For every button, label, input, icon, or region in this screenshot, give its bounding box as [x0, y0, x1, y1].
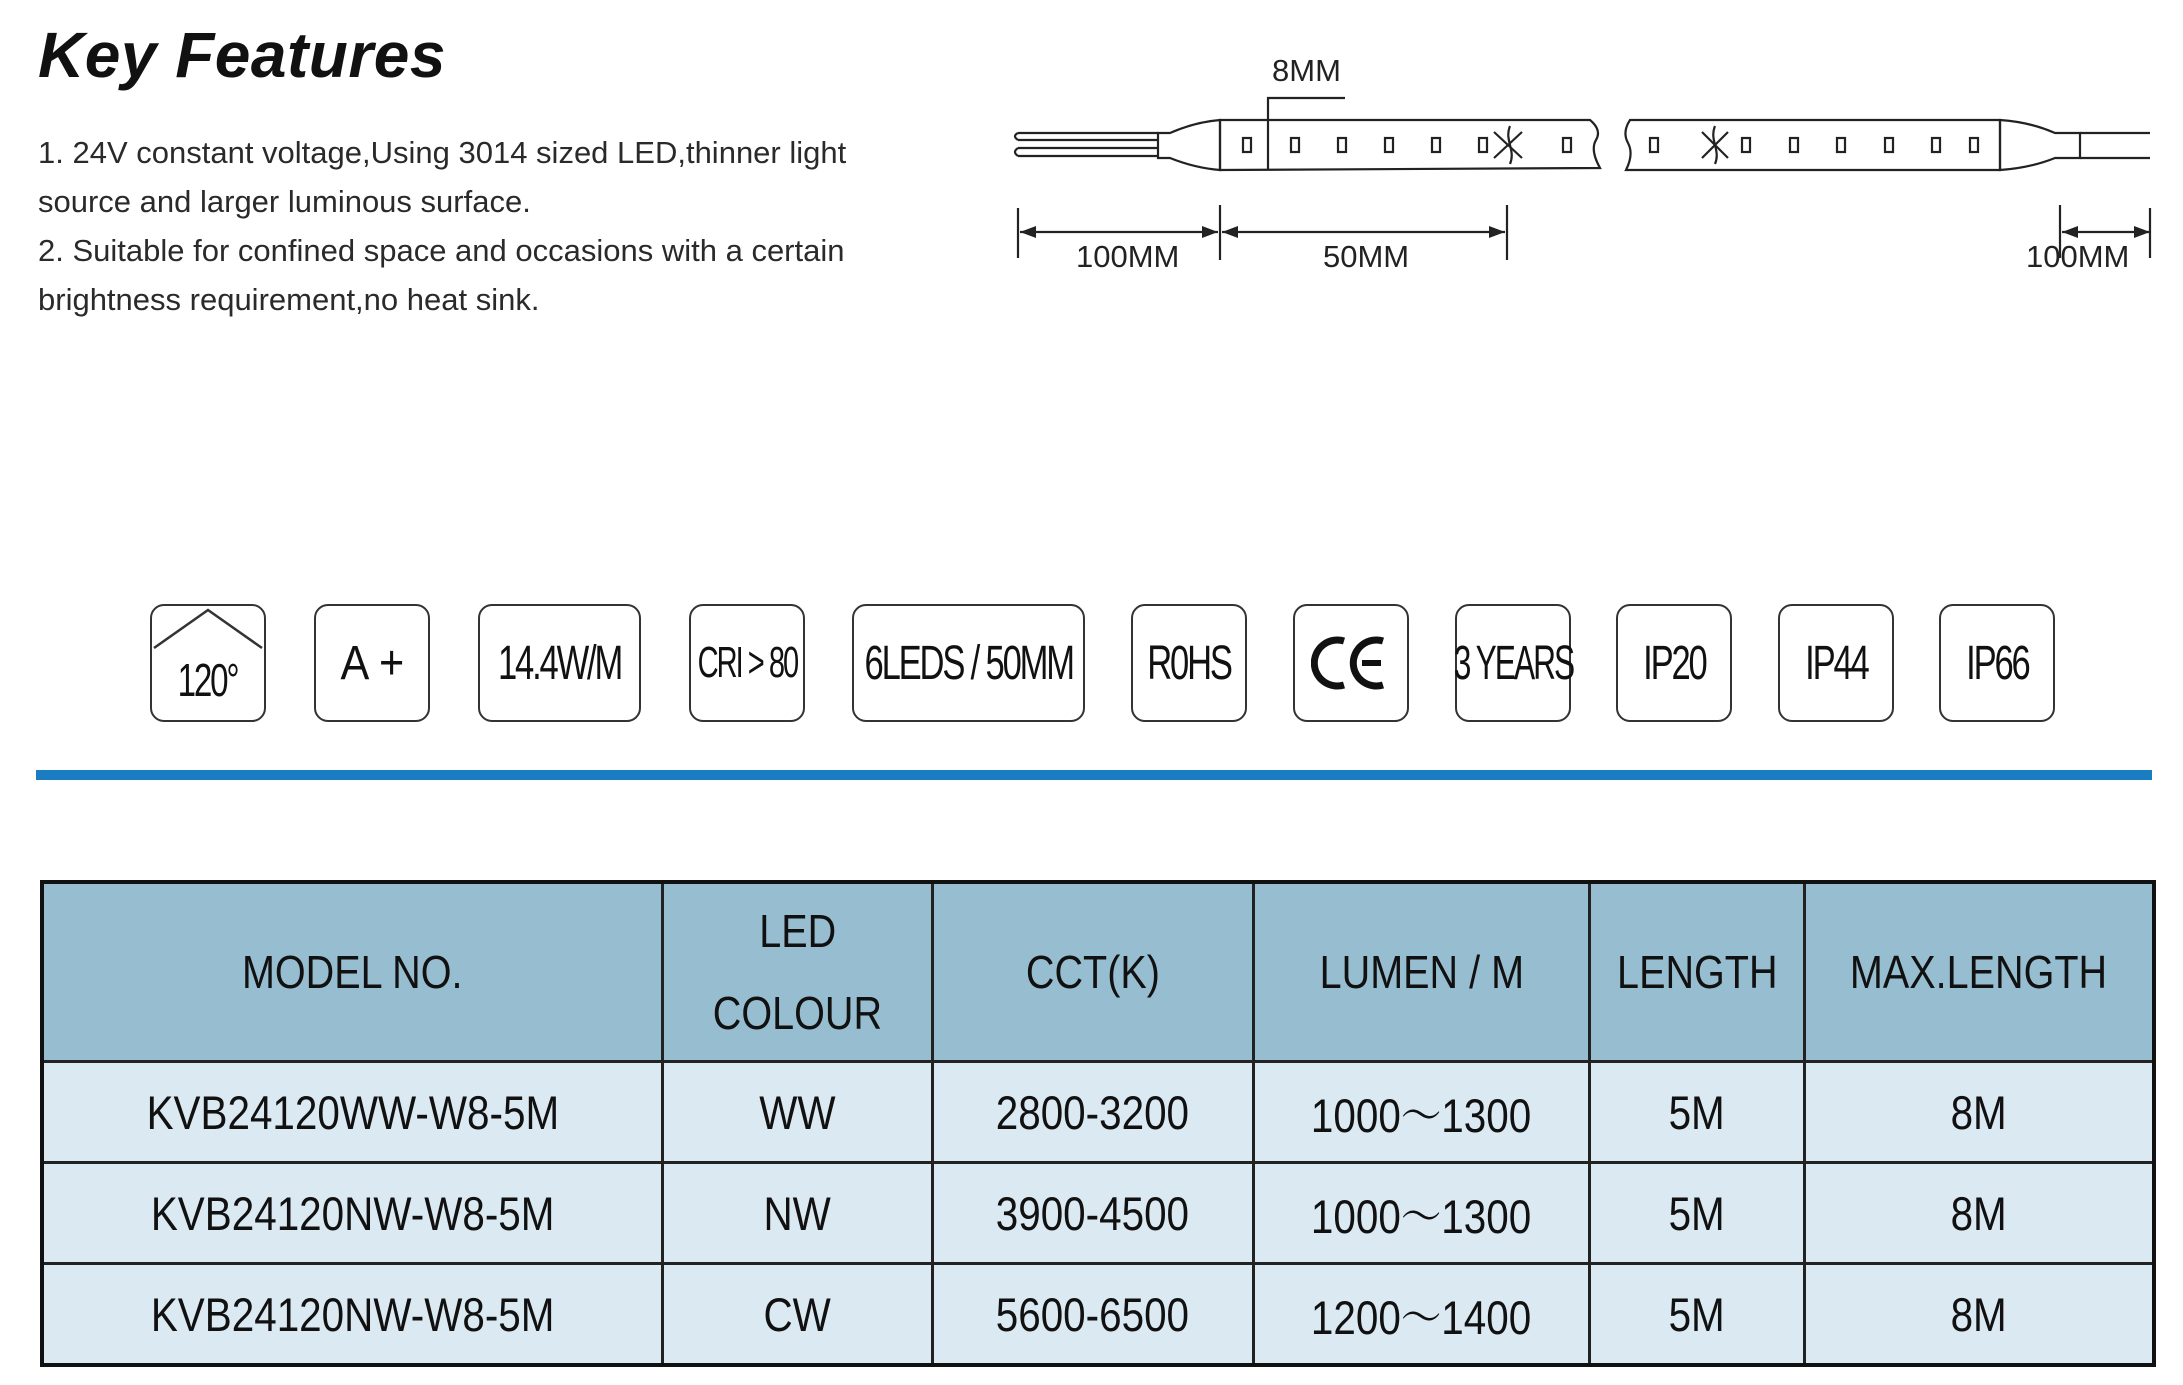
cct-cell: 5600-6500 — [932, 1264, 1253, 1366]
width-marker — [1268, 98, 1345, 120]
table-row — [42, 1062, 2154, 1163]
lumen-cell: 1000～1300 — [1253, 1062, 1589, 1163]
page-title: Key Features — [38, 19, 446, 91]
column-header: LUMEN / M — [1253, 882, 1589, 1062]
ce-mark-badge — [1293, 604, 1409, 722]
column-header: MAX.LENGTH — [1804, 882, 2154, 1062]
colour-cell: NW — [663, 1163, 932, 1264]
column-header: LENGTH — [1590, 882, 1805, 1062]
strip-drawing — [1010, 40, 2160, 300]
colour-cell: WW — [663, 1062, 932, 1163]
feature-line: source and larger luminous surface. — [38, 184, 531, 219]
table-row — [42, 1264, 2154, 1366]
ip44-badge: IP44 — [1778, 604, 1894, 722]
feature-line: 1. 24V constant voltage,Using 3014 sized LED,thinner light — [38, 135, 847, 170]
rohs-badge: R0HS — [1131, 604, 1247, 722]
spec-badges-row — [0, 604, 2183, 726]
right-connector — [2000, 120, 2080, 170]
table-row — [42, 1163, 2154, 1264]
beam-angle-badge: 120° — [150, 604, 266, 722]
length-cell: 5M — [1590, 1062, 1805, 1163]
length-cell: 5M — [1590, 1163, 1805, 1264]
lead-left-label: 100MM — [1076, 239, 1180, 274]
table-header-row — [42, 882, 2154, 1062]
lumen-cell: 1200～1400 — [1253, 1264, 1589, 1366]
left-connector — [1158, 120, 1220, 170]
lead-right-label: 100MM — [2026, 239, 2130, 274]
power-badge: 14.4W/M — [478, 604, 641, 722]
column-header: MODEL NO. — [42, 882, 663, 1062]
max-length-cell: 8M — [1804, 1163, 2154, 1264]
length-cell: 5M — [1590, 1264, 1805, 1366]
led-strip-dimension-diagram — [1010, 40, 2160, 300]
right-strip-segment — [1625, 120, 2000, 170]
max-length-cell: 8M — [1804, 1062, 2154, 1163]
warranty-badge: 3 YEARS — [1455, 604, 1571, 722]
cut-section-label: 50MM — [1323, 239, 1410, 274]
column-header: LED COLOUR — [663, 882, 932, 1062]
ip20-badge: IP20 — [1616, 604, 1732, 722]
width-label: 8MM — [1272, 53, 1341, 88]
model-cell: KVB24120NW-W8-5M — [42, 1163, 663, 1264]
max-length-cell: 8M — [1804, 1264, 2154, 1366]
cct-cell: 3900-4500 — [932, 1163, 1253, 1264]
colour-cell: CW — [663, 1264, 932, 1366]
key-features-list — [38, 128, 938, 324]
feature-line: 2. Suitable for confined space and occasions with a certain — [38, 233, 845, 268]
right-lead-wires — [2080, 133, 2150, 158]
spec-table — [40, 880, 2156, 1367]
feature-line: brightness requirement,no heat sink. — [38, 282, 540, 317]
led-density-badge: 6LEDS / 50MM — [852, 604, 1085, 722]
ip66-badge: IP66 — [1939, 604, 2055, 722]
ce-mark-icon — [1311, 631, 1391, 695]
energy-class-badge: A + — [314, 604, 430, 722]
led-chips — [1243, 138, 1978, 152]
model-cell: KVB24120NW-W8-5M — [42, 1264, 663, 1366]
left-lead-wires — [1018, 133, 1158, 156]
section-divider — [36, 770, 2152, 780]
column-header: CCT(K) — [932, 882, 1253, 1062]
cri-badge: CRI > 80 — [689, 604, 805, 722]
cct-cell: 2800-3200 — [932, 1062, 1253, 1163]
lumen-cell: 1000～1300 — [1253, 1163, 1589, 1264]
left-strip-segment — [1220, 120, 1600, 170]
model-cell: KVB24120WW-W8-5M — [42, 1062, 663, 1163]
